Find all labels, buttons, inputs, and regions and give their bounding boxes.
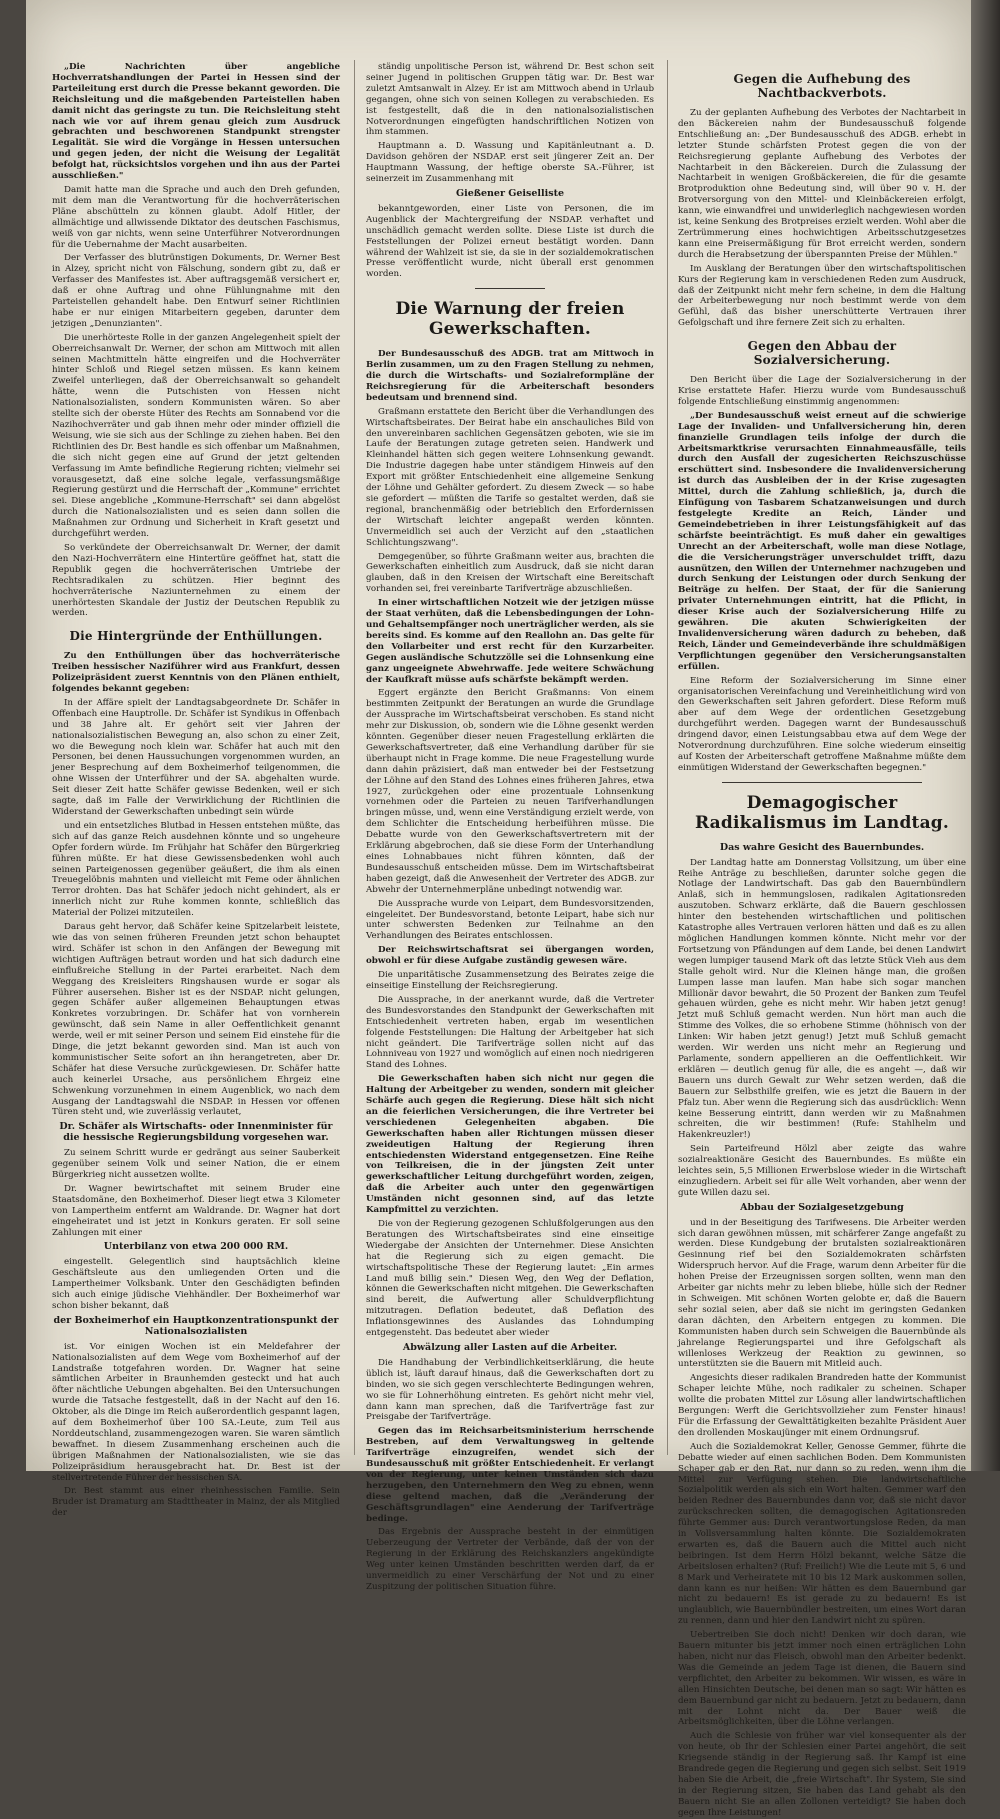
paragraph: Die unerhörteste Rolle in der ganzen Angelegenheit spielt der Oberreichsanwalt Dr. Werner, der schon am Mittwoch mit allen seinen Machtmitteln hätte eingreifen und die Hochverräter hinter Schloß und Riegel setzen müssen. Es kann keinem Zweifel unterliegen, daß der Oberreichsanwalt so gehandelt hätte, wenn die Putschisten von Hessen nicht Nationalsozialisten, sondern Kommunisten wären. So aber stellte sich der oberste Hüter des Rechts am Sonnabend vor die Nazihochverräter und gab ihnen mehr oder minder offiziell die Weisung, wie sie sich aus der Schlinge zu ziehen haben. Bei den Richtlinien des Dr. Best handle es sich offenbar um Maßnahmen, die sich nicht gegen eine auf Grund der jetzt geltenden Verfassung im Amte befindliche Regierung richten; vielmehr sei vorausgesetzt, daß eine solche legale, verfassungsmäßige Regierung gestürzt und die Herrschaft der „Kommune" errichtet sei. Diese angebliche „Kommune-Herrschaft" sei dann abgelöst durch die Nationalsozialisten und es seien dann sollen die Maßnahmen zur Ordnung und Sicherheit in Kraft gesetzt und durchgeführt werden. [52,332,340,540]
paragraph: Dr. Wagner bewirtschaftet mit seinem Bruder eine Staatsdomäne, den Boxheimerhof. Dieser liegt etwa 3 Kilometer von Lampertheim entfernt am Waldrande. Dr. Wagner hat dort eingeheiratet und ist jetzt in Konkurs geraten. Er soll seine Zahlungen mit einer [52,1183,340,1238]
paragraph: Der Verfasser des blutrünstigen Dokuments, Dr. Werner Best in Alzey, spricht nicht von Fälschung, sondern gibt zu, daß er Verfasser des Manifestes ist. Aber auftragsgemäß versichert er, daß er ohne Auftrag und ohne Fühlungnahme mit den Parteistellen gehandelt habe. Den Entwurf seiner Richtlinien habe er nur einigen Mitarbeitern gegeben, darunter dem jetzigen „Denunzianten". [52,253,340,329]
paragraph: Zu den Enthüllungen über das hochverräterische Treiben hessischer Naziführer wird aus Frankfurt, dessen Polizeipräsident zuerst Kenntnis von den Plänen enthielt, folgendes bekannt gegeben: [52,651,340,695]
paragraph: Gegen das im Reichsarbeitsministerium herrschende Bestreben, auf dem Verwaltungsweg in geltende Tarifverträge einzugreifen, wendet sich der Bundesausschuß mit größter Entschiedenheit. Er verlangt von der Regierung, unter keinen Umständen sich dazu herzugeben, den Unternehmern den Weg zu ebnen, wenn diese geltend machen, daß die „Veränderung der Geschäftsgrundlagen" eine Aenderung der Tarifverträge bedinge. [366,1426,654,1524]
subheading: Abwälzung aller Lasten auf die Arbeiter. [402,1341,618,1353]
paragraph: Uebertreiben Sie doch nicht! Denken wir doch daran, wie Bauern mitunter bis jetzt immer noch einen erträglichen Lohn haben, nicht nur das Fleisch, obwohl man den Arbeiter bedenkt. Was die Gemeinde an jedem Tage ist dienen, die Bauern sind verpflichtet, den Arbeiter zu bekommen. Wir wissen, es wäre in allen Hinsichten Deutsche, bei denen man so sagt: Wir hätten es dem Bauernbund gar nicht zu bedauern. Jetzt zu bedauern, dann mit der Lohnt nicht da. Der Bauer weiß die Arbeitsmöglichkeiten, über die Löhne verlangen. [678,1630,966,1728]
paragraph: „Der Bundesausschuß weist erneut auf die schwierige Lage der Invaliden- und Unfallversicherung hin, deren finanzielle Grundlagen teils infolge der durch die Arbeitsmarktkrise verursachten Einnahmeausfälle, teils durch den Ausfall der zugesicherten Reichszuschüsse erschüttert sind. Insbesondere die Invalidenversicherung ist durch das Ausbleiben der in der Krise zugesagten Mittel, durch die Zahlung schließlich, ja, durch die Einfügung von Tasbarem Schatzanweisungen und durch festgelegte Kredite an Reich, Länder und Gemeindebetrieben in ihrer Leistungsfähigkeit auf das schärfste beeinträchtigt. Es muß daher ein gewaltiges Unrecht an der Arbeiterschaft, wolle man diese Notlage, die die Versicherungsträger unverschuldet trifft, dazu ausnützen, den Willen der Unternehmer nachzugeben und durch Senkung der Leistungen oder durch Senkung der Beiträge zu helfen. Der Staat, der für die Sanierung privater Unternehmungen eintritt, hat die Pflicht, in dieser Krise auch der Sozialversicherung Hilfe zu gewähren. Die akuten Schwierigkeiten der Invalidenversicherung wären dadurch zu beheben, daß Reich, Länder und Gemeindeverbände ihre schuldmäßigen Verpflichtungen gegenüber den Versicherungsanstalten erfüllen. [678,410,966,672]
scan-edge [971,0,1000,1471]
paragraph: Sein Parteifreund Hölzl aber zeigte das wahre sozialreaktionäre Gesicht des Bauernbundes. Es müßte ein leichtes sein, 5,5 Millionen Erwerbslose wieder in die Wirtschaft einzugliedern. Arbeit sei für alle Welt vorhanden, aber wenn der gute Willen dazu sei. [678,1144,966,1198]
paragraph: und in der Beseitigung des Tarifwesens. Die Arbeiter werden sich daran gewöhnen müssen, mit schärferer Zange angefaßt zu werden. Diese Kundgebung der brutalsten sozialreaktionären Gesinnung rief bei den Sozialdemokraten schärfsten Widerspruch hervor. Auf die Frage, warum denn Arbeiter für die hohen Preise der Erzeugnissen sorgen sollten, wenn man den Arbeiter gar nichts mehr zu leben bliebe, hülle sich der Redner in Schweigen. Mit schönen Worten gelobte er, daß die Bauern sehr sozial seien, aber daß sie nicht im geringsten Gedanken daran dächten, den Arbeitern entgegen zu kommen. Die Kommunisten haben durch sein Schweigen die Bauernbünde als jahrelange Regierungspartei und ihre Gefolgschaft als willenloses Werkzeug der Reaktion zu gewinnen, so unterstützten sie die Bauern mit Mitleid auch. [678,1217,966,1370]
column-rule [667,60,668,1455]
paragraph: bekanntgeworden, einer Liste von Personen, die im Augenblick der Machtergreifung der NSDAP. verhaftet und unschädlich gemacht werden sollte. Diese Liste ist durch die Feststellungen der Polizei erneut bestätigt worden. Dann während der Wahlzeit ist sie, da sie in der sozialdemokratischen Presse veröffentlicht wurde, nicht überall erst genommen worden. [366,203,654,280]
paragraph: eingestellt. Gelegentlich sind hauptsächlich kleine Geschäftsleute aus den umliegenden Orten und die Lampertheimer Volksbank. Unter den Geschädigten befinden sich auch einige jüdische Viehhändler. Der Boxheimerhof war schon bisher bekannt, daß [52,1257,340,1311]
paragraph: In der Affäre spielt der Landtagsabgeordnete Dr. Schäfer in Offenbach eine Hauptrolle. Dr. Schäfer ist Syndikus in Offenbach und 38 Jahre alt. Er gehört seit vier Jahren der nationalsozialistischen Bewegung an, also schon zu einer Zeit, wo die Bewegung noch klein war. Schäfer hat auch mit den Personen, bei denen Haussuchungen vorgenommen wurden, an jener Besprechung auf dem Boxheimerhof teilgenommen, die ohne Wissen der Unterführer und der SA. abgehalten wurde. Seit dieser Zeit hatte Schäfer gewisse Bedenken, weil er sich sagte, daß im Falle der Verwirklichung der Richtlinien die Widerstand der Gewerkschaften unbedingt sein würde [52,697,340,817]
paragraph: Auch die Schlesie von früher war viel konsequenter als der von heute, ob Ihr der Schlesien einer Partei angehört, die seit Kriegsende ständig in der Regierung saß. Ihr Kampf ist eine Brandrede gegen die Regierung und gegen sich selbst. Seit 1919 haben Sie die Arbeit, die „freie Wirtschaft". Ihr System, Sie sind in der Regierung sitzen, Sie haben das Land gehabt als den Bauern nicht Sie an allen Zollonen verteidigt? Sie haben doch gegen Ihre Leistungen! [678,1731,966,1818]
section-heading: Gegen den Abbau der Sozialversicherung. [747,339,897,368]
paragraph: Die unparitätische Zusammensetzung des Beirates zeige die einseitige Einstellung der Reichsregierung. [366,970,654,991]
paragraph: Demgegenüber, so führte Graßmann weiter aus, brachten die Gewerkschaften einheitlich zum Ausdruck, daß sie nicht daran glauben, daß in den Kreisen der Wirtschaft eine Bereitschaft vorhanden sei, frei vereinbarte Tarifverträge abzuschließen. [366,551,654,595]
subheading: Unterbilanz von etwa 200 000 RM. [103,1241,289,1253]
paragraph: Auch die Sozialdemokrat Keller, Genosse Gemmer, führte die Debatte wieder auf einen sachlichen Boden. Dem Kommunisten Schaper gab er den Rat, nur dann so zu reden, wenn ihm die Mittel zur Verfügung stehen. Die landwirtschaftliche Sozialpolitik werden als sich ein Wort halten. Gemmer warf den beiden Redner des Bauernbundes dann vor, daß sie nicht davor zurückschrecken sollten, die demagogischen Agitationsreden führte Gemmer aus: Durch verantwortungslose Reden, da man in Vollsversammlung halten könnte. Die Sozialdemokraten erwarten es, daß die Bauern auch die Mittel auch nicht beibringen. Ist dem Herrn Hölzl bekannt, welche Sätze die Arbeitslosen erhalten? (Ruf: Freilich!) Wie die Leute mit 5, 6 und 8 Mark und Verheiratete mit 10 bis 12 Mark auskommen sollen, dann kann es nur heißen: Wir hätten es dem Bauernbund gar nicht zu bedauern! Es ist gerade zu zu bedauern! Es ist unglaublich, wie Bauernbündler bestreiten, um eines Wort daran zu rennen, dann und hier den Landwirt nicht zu spüren. [678,1441,966,1627]
section-heading: Gegen die Aufhebung des Nachtbackverbots. [733,72,911,100]
paragraph: Damit hatte man die Sprache und auch den Dreh gefunden, mit dem man die Verantwortung für die hochverräterischen Pläne abschütteln zu können glaubt. Adolf Hitler, der allmächtige und allwissende Diktator des deutschen Faschismus, weiß von gar nichts, wenn seine Unterführer Notverordnungen für die Uebernahme der Macht ausarbeiten. [52,184,340,250]
paragraph: Im Ausklang der Beratungen über den wirtschaftspolitischen Kurs der Regierung kam in verschiedenen Reden zum Ausdruck, daß der Zeitpunkt nicht mehr fern scheine, in dem die Haltung der Arbeiterbewegung nur noch bestimmt werde von dem Gefühl, daß das bisher unerschütterte Vertrauen ihrer Gefolgschaft und ihre fernere Zeit sich zu erhalten. [678,263,966,329]
paragraph: Die Aussprache, in der anerkannt wurde, daß die Vertreter des Bundesvorstandes den Standpunkt der Gewerkschaften mit Entschiedenheit vertreten haben, ergab im wesentlichen folgende Feststellungen: Die Haltung der Arbeitgeber hat sich nicht geändert. Die Tarifverträge sollen nicht auf das Lohnniveau von 1927 und womöglich auf einen noch niedrigeren Stand des Lohnes. [366,994,654,1071]
paragraph: Hauptmann a. D. Wassung und Kapitänleutnant a. D. Davidson gehören der NSDAP. erst seit jüngerer Zeit an. Der Hauptmann Wassung, der heftige oberste SA.-Führer, ist seinerzeit im Zusammenhang mit [366,141,654,185]
paragraph: Eggert ergänzte den Bericht Graßmanns: Von einem bestimmten Zeitpunkt der Beratungen an wurde die Grundlage der Aussprache im Wirtschaftsbeirat verschoben. Es stand nicht mehr zur Diskussion, ob, sondern wie die Löhne gesenkt werden könnten. Gegenüber dieser neuen Fragestellung erklärten die Gewerkschaftsvertreter, daß eine Verhandlung darüber für sie überhaupt nicht in Frage komme. Die neue Fragestellung wurde dann dahin präzisiert, daß man entweder bei der Festsetzung der Löhne auf den Stand des Lohnes eines früheren Jahres, etwa 1927, zurückgehen oder eine prozentuale Lohnsenkung vornehmen oder die Parteien zu neuen Tarifverhandlungen bringen müsse, und, wenn eine Verständigung erzielt werde, von dem Schlichter die Entscheidung herbeiführen müsse. Die Debatte wurde von den Gewerkschaftsvertretern mit der Erklärung abgebrochen, daß sie diese Form der Unterhandlung eines Lohnabbaues nicht führen könnten, daß der Bundesausschuß entscheiden müsse. Dem im Wirtschaftsbeirat haben gezeigt, daß die Anwesenheit der Vertreter des ADGB. zur Abwehr der Unternehmerpläne unbedingt notwendig war. [366,688,654,895]
paragraph: ständig unpolitische Person ist, während Dr. Best schon seit seiner Jugend in politischen Gruppen tätig war. Dr. Best war zuletzt Amtsanwalt in Alzey. Er ist am Mittwoch abend in Urlaub gegangen, ohne sich von seinen Kollegen zu verabschieden. Es ist festgestellt, daß die in den nationalsozialistischen Notverordnungen eingefügten handschriftlichen Notizen von ihm stammen. [366,62,654,138]
section-heading: Die Hintergründe der Enthüllungen. [69,629,323,644]
paragraph: „Die Nachrichten über angebliche Hochverratshandlungen der Partei in Hessen sind der Parteileitung erst durch die Presse bekannt geworden. Die Reichsleitung und die maßgebenden Parteistellen haben damit nicht das geringste zu tun. Die Reichsleitung steht nach wie vor auf ihrem genau gleich zum Ausdruck gebrachten und beschworenen Standpunkt strengster Legalität. Sie wird die Vorgänge in Hessen untersuchen und gegen jeden, der nicht die Weisung der Legalität befolgt hat, rücksichtslos vorgehen und ihn aus der Partei ausschließen." [52,62,340,182]
headline: Die Warnung der freien Gewerkschaften. [395,299,625,340]
paragraph: Den Bericht über die Lage der Sozialversicherung in der Krise erstattete Hafer. Hierzu wurde vom Bundesausschuß folgende Entschließung einstimmig angenommen: [678,375,966,407]
separator [475,288,545,289]
paragraph: Dr. Best stammt aus einer rheinhessischen Familie. Sein Bruder ist Dramaturg am Stadttheater in Mainz, der als Mitglied der [52,1486,340,1519]
paragraph: Eine Reform der Sozialversicherung im Sinne einer organisatorischen Vereinfachung und Vereinheitlichung wird von den Gewerkschaften seit Jahren gefordert. Diese Reform muß aber auf dem Wege der ordentlichen Gesetzgebung durchgeführt werden. Dagegen warnt der Bundesausschuß dringend davor, einen Leistungsabbau etwa auf dem Wege der Notverordnung durchzuführen. Eine solche wiederum einseitig auf Kosten der Arbeiterschaft getroffene Maßnahme müßte dem einmütigen Widerstand der Gewerkschaften begegnen." [678,675,966,773]
paragraph: Die von der Regierung gezogenen Schlußfolgerungen aus den Beratungen des Wirtschaftsbeirates sind eine einseitige Wiedergabe der Ansichten der Unternehmer. Diese Ansichten hat die Regierung sich zu eigen gemacht. Die wirtschaftspolitische These der Regierung lautet: „Ein armes Land muß billig sein." Diesen Weg, den Weg der Deflation, können die Gewerkschaften nicht mitgehen. Die Gewerkschaften sind bereit, die Aufwertung aller Schuldverpflichtung mitzutragen. Deflation bedeutet, daß Deflation des Inflationsgewinnes des Auslandes das Lohndumping entgegensteht. Das bedeutet aber wieder [366,1219,654,1339]
subheading: Das wahre Gesicht des Bauernbundes. [719,841,925,853]
subheading: der Boxheimerhof ein Hauptkonzentrationspunkt der Nationalsozialisten [53,1314,339,1337]
paragraph: Graßmann erstattete den Bericht über die Verhandlungen des Wirtschaftsbeirates. Der Beirat habe ein anschauliches Bild von den unvereinbaren sachlichen Gegensätzen geboten, wie sie im Laufe der Beratungen zutage getreten seien. Handwerk und Kleinhandel hätten sich gegen weitere Lohnsenkung gewandt. Die Industrie dagegen habe unter ständigem Hinweis auf den Export mit größter Entschiedenheit eine allgemeine Senkung der Löhne und Gehälter gefordert. Zu diesem Zweck — so habe sie gefordert — müßten die Tarife so gestaltet werden, daß sie regional, branchenmäßig oder betrieblich den Erfordernissen der Wirtschaft leichter angepaßt werden könnten. Unvermeidlich sei auch der Verzicht auf den „staatlichen Schlichtungszwang". [366,406,654,548]
subheading: Gießener Geiselliste [455,187,565,199]
paragraph: Die Gewerkschaften haben sich nicht nur gegen die Haltung der Arbeitgeber zu wenden, sondern mit gleicher Schärfe auch gegen die Regierung. Diese hält sich nicht an die feierlichen Versicherungen, die ihre Vertreter bei verschiedenen Gelegenheiten abgaben. Die Gewerkschaften haben aller Richtungen müssen dieser zweideutigen Haltung der Regierung ihren entschiedensten Widerstand entgegensetzen. Eine Reihe von Teilkreisen, die in der jüngsten Zeit unter gewerkschaftlicher Leitung durchgeführt worden, zeigen, daß die Arbeiter auch unter den gegenwärtigen Umständen nicht gesonnen sind, auf das letzte Kampfmittel zu verzichten. [366,1074,654,1216]
subheading: Dr. Schäfer als Wirtschafts- oder Innenminister für die hessische Regierungsbildung vorgesehen war. [59,1121,333,1144]
paragraph: Zu seinem Schritt wurde er gedrängt aus seiner Sauberkeit gegenüber seinem Volk und seiner Nation, die er einem Bürgerkrieg nicht aussetzen wollte. [52,1148,340,1180]
paragraph: In einer wirtschaftlichen Notzeit wie der jetzigen müsse der Staat verhüten, daß die Lebensbedingungen der Lohn- und Gehaltsempfänger noch unerträglicher werden, als sie bereits sind. Es komme auf den Reallohn an. Das gelte für den Vollarbeiter und erst recht für den Kurzarbeiter. Gegen ausländische Schutzzölle sei die Lohnsenkung eine ganz ungeeignete Abwehrwaffe. Jede weitere Schwächung der Kaufkraft müsse aufs schärfste bekämpft werden. [366,598,654,685]
column-left [52,62,340,1519]
subheading: Abbau der Sozialgesetzgebung [740,1201,904,1213]
paragraph: ist. Vor einigen Wochen ist ein Meldefahrer der Nationalsozialisten auf dem Wege vom Boxheimerhof auf der Landstraße totgefahren worden. Dr. Wagner hat seine sämtlichen Arbeiter in Braunhemden gesteckt und hat auch öfter nächtliche Uebungen abgehalten. Bei den Untersuchungen wurde die Tatsache festgestellt, daß in der Nacht auf den 16. Oktober, als die Dinge im Reich außerordentlich gespannt lagen, auf dem Boxheimerhof über 100 SA.-Leute, zum Teil aus Norddeutschland, zusammengezogen waren. Sie waren sämtlich bewaffnet. In diesem Zusammenhang erscheinen auch die übrigen Maßnahmen der Nationalsozialisten, wie sie das Polizeipräsidium herausgebracht hat. Dr. Best ist der stellvertretende Führer der hessischen SA. [52,1341,340,1483]
headline: Demagogischer Radikalismus im Landtag. [694,792,950,833]
paragraph: Der Bundesausschuß des ADGB. trat am Mittwoch in Berlin zusammen, um zu den Fragen Stellung zu nehmen, die durch die Wirtschafts- und Sozialreformpläne der Reichsregierung für die Arbeiterschaft besonders bedeutsam und brennend sind. [366,349,654,403]
paragraph: Zu der geplanten Aufhebung des Verbotes der Nachtarbeit in den Bäckereien nahm der Bundesausschuß folgende Entschließung an: „Der Bundesausschuß des ADGB. erhebt in letzter Stunde schärfsten Protest gegen die von der Reichsregierung geplante Aufhebung des Verbotes der Nachtarbeit in den Bäckereien. Durch die Zulassung der Nachtarbeit in wenigen Großbäckereien, die für die gesamte Brotproduktion ohne Bedeutung sind, will über 90 v. H. der Brotversorgung von den Mittel- und Kleinbäckereien erfolgt, kann, wie einwandfrei und unwiderleglich nachgewiesen worden ist, keine Senkung des Brotpreises erzielt werden. Wohl aber die Zertrümmerung eines hochwichtigen Arbeitsschutzgesetzes kann eine Preisermäßigung für Brot erreicht werden, sondern durch die Herabsetzung der überspannten Preise der Mühlen." [678,108,966,260]
column-right [678,62,966,1818]
paragraph: Der Landtag hatte am Donnerstag Vollsitzung, um über eine Reihe Anträge zu beschließen, darunter solche gegen die Notlage der Landwirtschaft. Das gab den Bauernbündlern Anlaß, sich in hemmungslosen, radikalen Agitationsreden auszutoben. Schwarz erklärte, daß die Bauern geschlossen hinter den bestehenden wirtschaftlichen und politischen Katastrophe alles Vertrauen verloren hätten und daß es zu allen möglichen Handlungen kommen könnte. Nicht mehr vor der Fortsetzung von Pfändungen auf dem Lande, bei denen Landwirt wegen lumpiger tausend Mark oft das letzte Stück Vieh aus dem Stalle geholt wird. Nur die Kleinen hänge man, die großen Lumpen lasse man laufen. Man habe sich sogar manchen Millionär davor bewahrt, die 50 Prozent der Banken zum Teufel gehauen würden, gehe es nicht mehr. Wir haben jetzt genug! Jetzt muß Schluß gemacht werden. Nun hört man auch die Stimme des Volkes, die so erhobene Stimme (höhnisch von der Linken: Wir haben jetzt genug!) Jetzt muß Schluß gemacht werden. Wir werden uns nicht mehr an Regierung und Parlamente, sondern appellieren an die Oeffentlichkeit. Wir erklären — deutlich genug für alle, die es angeht —, daß wir Bauern uns durch Gewalt zur Wehr setzen werden, daß die Bauern zur Selbsthilfe greifen, wie es jetzt die Bauern in der Pfalz tun. Aber wenn die Regierung sich das ausdrücklich: Wenn keine Besserung eintritt, dann werden wir zu Maßnahmen schreiten, die wir bestimmen! (Rufe: Stahlhelm und Hakenkreuzler!) [678,857,966,1141]
paragraph: Die Aussprache wurde von Leipart, dem Bundesvorsitzenden, eingeleitet. Der Bundesvorstand, betonte Leipart, habe sich nur unter schwersten Bedenken zur Teilnahme an den Verhandlungen des Beirates entschlossen. [366,898,654,942]
paragraph: Angesichts dieser radikalen Brandreden hatte der Kommunist Schaper leichte Mühe, noch radikaler zu scheinen. Schaper wollte die probaten Mittel zur Lösung aller landwirtschaftlichen Bergungen: Werft die Gerichtsvollzieher zum Fenster hinaus! Für die Erfassung der Gewalttätigkeiten bezahlte Präsident Auer den drollenden Moskaujünger mit einem Ordnungsruf. [678,1373,966,1438]
column-rule [354,60,355,1455]
separator [722,782,922,783]
paragraph: Das Ergebnis der Aussprache besteht in der einmütigen Ueberzeugung der Vertreter der Verbände, daß der von der Regierung in der Erklärung des Reichskanzlers angekündigte Weg unter keinen Umständen beschritten werden darf, da er unvermeidlich zu einer Verschärfung der Not und zu einer Zuspitzung der politischen Situation führe. [366,1527,654,1592]
paragraph: und ein entsetzliches Blutbad in Hessen entstehen müßte, das sich auf das ganze Reich ausdehnen könnte und so ungeheure Opfer fordern würde. Im Frühjahr hat Schäfer den Bürgerkrieg führen müßte. Er hat diese Gewissensbedenken wohl auch seinen Parteigenossen gegenüber geäußert, die ihm als einen Treuegelöbnis mahnten und vielleicht mit Feme oder ähnlichen Terror drohten. Das hat Schäfer jedoch nicht gehindert, als er innerlich nicht zur Ruhe kommen konnte, schließlich das Material der Polizei mitzuteilen. [52,820,340,919]
column-middle [366,62,654,1592]
paragraph: So verkündete der Oberreichsanwalt Dr. Werner, der damit den Nazi-Hochverrätern eine Hintertüre geöffnet hat, statt die Republik gegen die hochverräterischen Umtriebe der Rechtsradikalen zu schützen. Hier beginnt des hochverräterische Naziunternehmen zu einem der unerhörtesten Skandale der Justiz der Deutschen Republik zu werden. [52,542,340,619]
paragraph: Die Handhabung der Verbindlichkeitserklärung, die heute üblich ist, läuft darauf hinaus, daß die Gewerkschaften dort zu binden, wo sie sich gegen verschlechterte Bedingungen wehren, wo sie für Lohnerhöhung eintreten. Es gehört nicht mehr viel, dann kann man sprechen, daß die Tarifverträge fast zur Preisgabe der Tarifverträge. [366,1357,654,1423]
paragraph: Daraus geht hervor, daß Schäfer keine Spitzelarbeit leistete, wie das von seinen früheren Freunden jetzt schon behauptet wird. Schäfer ist schon in den Anfängen der Bewegung mit wichtigen Aufträgen betraut worden und hat sich dadurch eine einflußreiche Stellung in der Partei erarbeitet. Nach dem Weggang des Kreisleiters Ringshausen wurde er sogar als Führer ausersehen. Bisher ist es der NSDAP. nicht gelungen, gegen Schäfer außer allgemeinen Behauptungen etwas Konkretes vorzubringen. Dr. Schäfer hat von vornherein gewünscht, daß sein Name in aller Oeffentlichkeit genannt werde, weil er mit seiner Person und seinem Eid einstehe für die Dinge, die jetzt bekannt geworden sind. Man ist auch von kommunistischer Seite sofort an ihn herangetreten, aber Dr. Schäfer hat diese Versuche zurückgewiesen. Dr. Schäfer hatte auch keinerlei Ursache, aus persönlichem Ehrgeiz eine Schwenkung vorzunehmen in einem Augenblick, wo nach dem Ausgang der Landtagswahl die NSDAP. in Hessen vor offenen Türen steht und, wie zuverlässig verlautet, [52,922,340,1118]
paragraph: Der Reichswirtschaftsrat sei übergangen worden, obwohl er für diese Aufgabe zuständig gewesen wäre. [366,945,654,967]
